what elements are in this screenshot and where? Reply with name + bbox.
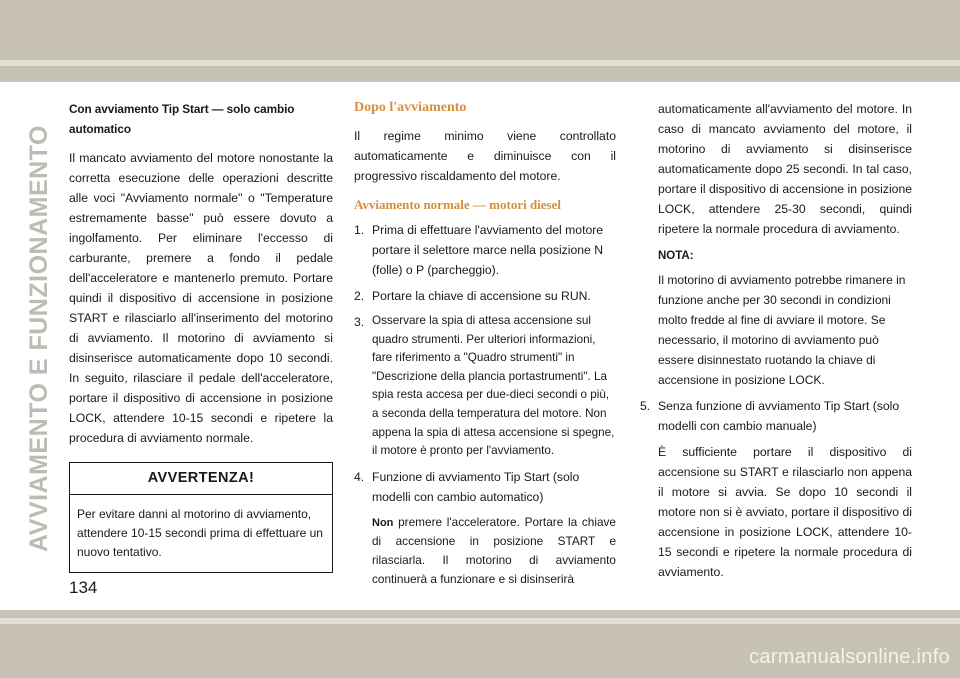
- step-text: Portare la chiave di accensione su RUN.: [372, 289, 591, 303]
- step-text: Osservare la spia di attesa accensione sul quadro strumenti. Per ulteriori informazioni, fare riferimento a "Quadro strumenti" in "Descrizione della plancia portastrumenti". La spia resta accesa per due-dieci secondi o più, a seconda della temperatura del motore. Non appena la spia di attesa accensione si spegne, il motore è pronto per l'avviamento.: [372, 314, 615, 458]
- tip-start-heading: Con avviamento Tip Start — solo cambio automatico: [69, 102, 295, 136]
- note-label: NOTA:: [658, 250, 694, 262]
- column-middle: [354, 99, 616, 588]
- after-start-heading: Dopo l'avviamento: [354, 100, 467, 115]
- flooding-paragraph: Il mancato avviamento del motore nonostante la corretta esecuzione delle operazioni descritte alle voci "Avviamento normale" o "Temperature estremamente basse" può essere dovuto a ingolfamento. Per eliminare l'eccesso di carburante, premere a fondo il pedale dell'acceleratore e mantenerlo premuto. Portare quindi il dispositivo di accensione in posizione START e rilasciarlo all'inserimento del motorino di avviamento. Il motorino di avviamento si disinserisce automaticamente dopo 10 secondi. In seguito, rilasciare il pedale dell'acceleratore, portare il dispositivo di accensione in posizione LOCK, attendere 10-15 secondi e ripetere la procedura di avviamento normale.: [69, 151, 333, 445]
- step-number: 4.: [354, 469, 365, 484]
- step-text: Funzione di avviamento Tip Start (solo modelli con cambio automatico): [372, 469, 580, 504]
- diesel-start-heading: Avviamento normale — motori diesel: [354, 197, 561, 212]
- page-number: 134: [69, 578, 98, 597]
- list-item: [354, 286, 616, 306]
- list-item: [354, 467, 616, 507]
- list-item: [354, 220, 616, 280]
- continued-text: automaticamente all'avviamento del motore. In caso di mancato avviamento del motore, il motorino di avviamento si disinserisce automaticamente dopo 25 secondi. In tal caso, portare il dispositivo di accensione in posizione LOCK, attendere 25-30 secondi, quindi ripetere la normale procedura di avviamento.: [658, 102, 912, 236]
- list-item: [640, 396, 912, 436]
- steps-list: [354, 220, 616, 588]
- step-text: Prima di effettuare l'avviamento del motore portare il selettore marce nella posizione N (folle) o P (parcheggio).: [372, 223, 604, 277]
- warning-text: Per evitare danni al motorino di avviamento, attendere 10-15 secondi prima di effettuare un nuovo tentativo.: [77, 507, 323, 559]
- side-chapter-tab: [22, 98, 56, 578]
- column-right: [640, 99, 912, 582]
- header-stripe: [0, 60, 960, 66]
- step-number: 2.: [354, 289, 365, 303]
- step5-subtext: È sufficiente portare il dispositivo di accensione su START e rilasciarlo non appena il motore si avvia. Se dopo 10 secondi il motore non si è avviato, portare il dispositivo di accensione in posizione LOCK, attendere 10-15 secondi e ripetere la normale procedura di avviamento.: [658, 445, 912, 579]
- warning-box: [69, 462, 333, 573]
- column-left: [69, 99, 333, 573]
- header-band: [0, 0, 960, 82]
- step4-subtext: [354, 513, 616, 588]
- step-number: 1.: [354, 223, 365, 237]
- step-number: 3.: [354, 315, 365, 329]
- footer-site-watermark: carmanualsonline.info: [749, 646, 950, 668]
- step-number: 5.: [640, 399, 651, 413]
- step4-subtext-body: premere l'acceleratore. Portare la chiave di accensione in posizione START e rilasciarla. Il motorino di avviamento continuerà a funzionare e si disinserirà: [372, 514, 616, 586]
- after-start-text: Il regime minimo viene controllato automaticamente e diminuisce con il progressivo riscaldamento del motore.: [354, 129, 616, 183]
- side-chapter-label: AVVIAMENTO E FUNZIONAMENTO: [24, 124, 53, 552]
- step-text: Senza funzione di avviamento Tip Start (solo modelli con cambio manuale): [658, 399, 900, 433]
- warning-title: AVVERTENZA!: [70, 463, 332, 495]
- note-text: Il motorino di avviamento potrebbe rimanere in funzione anche per 30 secondi in condizioni molto fredde al fine di avviare il motore. Se necessario, il motorino di avviamento può essere disinnestato ruotando la chiave di accensione in posizione LOCK.: [658, 273, 906, 387]
- footer-stripe: [0, 618, 960, 624]
- emphasis-non: Non: [372, 516, 394, 529]
- list-item: [354, 312, 616, 461]
